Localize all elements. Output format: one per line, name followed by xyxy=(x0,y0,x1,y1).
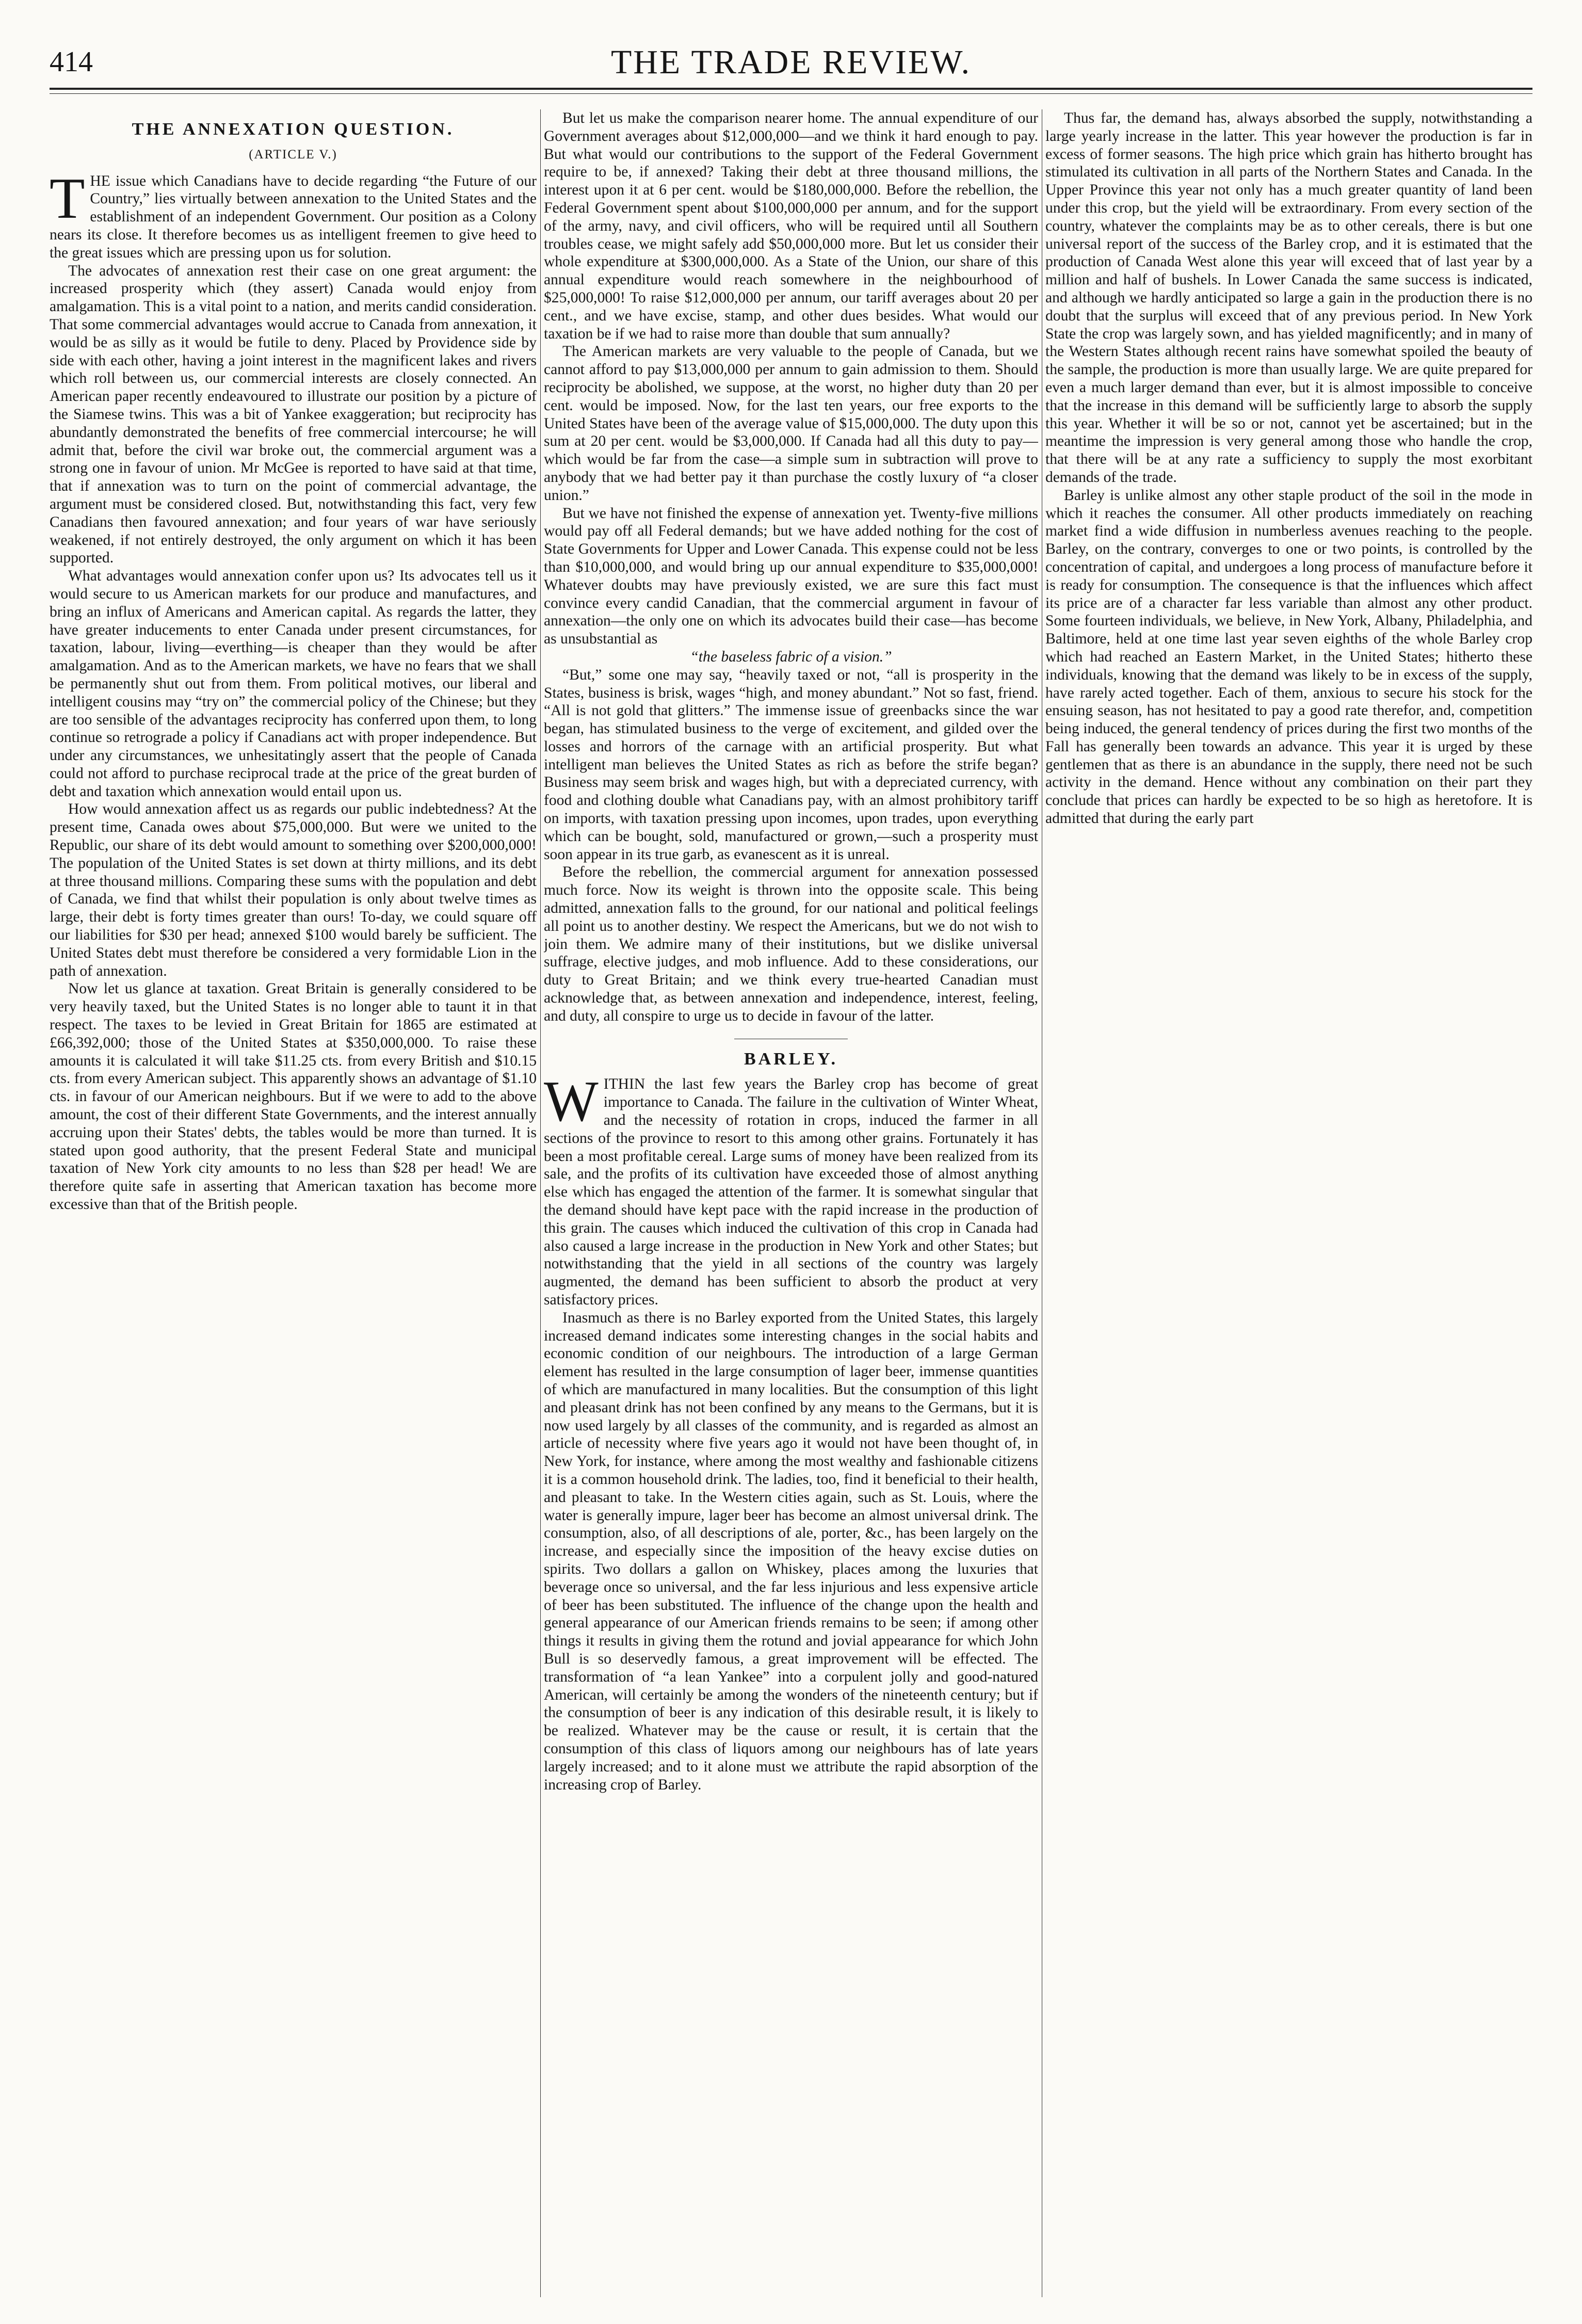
article-paragraph: Before the rebellion, the commercial argument for annexation possessed much force. Now its weight is thrown into the opposite scale. This being admitted, annexation falls to the ground, for our national and political feelings all point us to another destiny. We respect the Americans, but we do not wish to join them. We admire many of their institutions, but we dislike universal suffrage, elective judges, and mob influence. Add to these considerations, our duty to Great Britain; and we think every true-hearted Canadian must acknowledge that, as between annexation and independence, interest, feeling, and duty, all conspire to urge us to decide in favour of the latter. xyxy=(544,864,1038,1024)
column-divider xyxy=(540,109,541,2297)
paragraph-text: HE issue which Canadians have to decide regarding “the Future of our Country,” lies virtually between annexation to the United States and the establishment of an independent Government. Our position as a Colony nears its close. It therefore becomes us as intelligent freemen to give heed to the great issues which are pressing upon us for solution. xyxy=(50,172,537,261)
article-headline-annexation: THE ANNEXATION QUESTION. xyxy=(132,120,455,139)
header-rule xyxy=(50,88,1532,90)
article-paragraph: What advantages would annexation confer upon us? Its advocates tell us it would secure to us American markets for our produce and manufactures, and bring an influx of Americans and American capital. As regards the latter, they have greater inducements to enter Canada under present circumstances, for taxation, labour, living—everthing—is cheaper than they would be after amalgamation. And as to the American markets, we have no fears that we shall be permanently shut out from them. From political motives, our liberal and intelligent cousins may “try on” the commercial policy of the Chinese; but they are too sensible of the advantages reciprocity has conferred upon them, to long continue so retrograde a policy if Canadians act with proper independence. But under any circumstances, we unhesitatingly assert that the people of Canada could not afford to purchase reciprocal trade at the price of the great burden of debt and taxation which annexation would entail upon us. xyxy=(50,568,537,800)
article-paragraph: Now let us glance at taxation. Great Britain is generally considered to be very heavily taxed, but the United States is no longer able to taunt it in that respect. The taxes to be levied in Great Britain for 1865 are estimated at £66,392,000; those of the United States at $350,000,000. To raise these amounts it is calculated it will take $11.25 cts. from every British and $10.15 cts. from every American subject. This apparently shows an advantage of $1.10 cts. in favour of our American neighbours. But if we were to add to the above amount, the cost of their different State Governments, and the interest annually accruing upon their States' debts, the tables would be more than turned. It is stated upon good authority, that the present Federal State and municipal taxation of New York city amounts to no less than $28 per head! We are therefore quite safe in asserting that American taxation has become more excessive than that of the British people. xyxy=(50,980,537,1213)
article-paragraph xyxy=(50,166,537,262)
article-paragraph: Inasmuch as there is no Barley exported from the United States, this largely increased demand indicates some interesting changes in the social habits and economic condition of our neighbours. The introduction of a large German element has resulted in the large consumption of lager beer, immense quantities of which are manufactured in many localities. But the consumption of this light and pleasant drink has not been confined by any means to the Germans, but it is now used largely by all classes of the community, and is regarded as almost an article of necessity where five years ago it would not have been thought of, in New York, for instance, where among the most wealthy and fashionable citizens it is a common household drink. The ladies, too, find it beneficial to their health, and pleasant to take. In the Western cities again, such as St. Louis, where the water is generally impure, lager beer has become an almost universal drink. The consumption, also, of all descriptions of ale, porter, &c., has been largely on the increase, and especially since the imposition of the heavy excise duties on spirits. Two dollars a gallon on Whiskey, places among the luxuries that beverage once so universal, and the far less injurious and less expensive article of beer has been substituted. The influence of the change upon the health and general appearance of our American friends remains to be seen; if among other things it results in giving them the rotund and jovial appearance for which John Bull is so deservedly famous, a great improvement will be effected. The transformation of “a lean Yankee” into a corpulent jolly and good-natured American, will certainly be among the wonders of the nineteenth century; but if the consumption of beer is any indication of this desirable result, it is likely to be realized. Whatever may be the cause or result, it is certain that the consumption of this class of liquors among our neighbours has of late years largely increased; and to it alone must we attribute the rapid absorption of the increasing crop of Barley. xyxy=(544,1309,1038,1793)
page-number: 414 xyxy=(50,46,93,78)
journal-title: THE TRADE REVIEW. xyxy=(610,43,972,81)
column-1 xyxy=(50,109,537,2292)
article-paragraph xyxy=(544,1070,1038,1309)
article-paragraph: Thus far, the demand has, always absorbed the supply, notwithstanding a large yearly increase in the latter. This year however the production is far in excess of former seasons. The high price which grain has hitherto brought has stimulated its cultivation in all parts of the Northern States and Canada. In the Upper Province this year not only has a much greater quantity of land been under this crop, but the yield will be extraordinary. From every section of the country, whatever the complaints may be as to other cereals, there is but one universal report of the success of the Barley crop, and it is estimated that the production of Canada West alone this year will exceed that of last year by a million and half of bushels. In Lower Canada the same success is indicated, and although we hardly anticipated so large a gain in the production there is no doubt that the surplus will exceed that of any previous period. In New York State the crop was largely sown, and has yielded magnificently; and in many of the Western States although recent rains have somewhat spoiled the beauty of the sample, the production is more than usually large. We are quite prepared for even a much larger demand than ever, but it is almost impossible to conceive that the increase in this demand will be sufficiently large to absorb the supply this year. Whether it will be so or not, cannot yet be ascertained; but in the meantime the impression is very general among those who handle the crop, that there will be at any rate a sufficiency to supply the most exorbitant demands of the trade. xyxy=(1045,110,1532,486)
header-rule-thin xyxy=(50,93,1532,94)
article-paragraph: But let us make the comparison nearer home. The annual expenditure of our Government averages about $12,000,000—and we think it hard enough to pay. But what would our contributions to the support of the Federal Government require to be, if annexed? Taking their debt at three thousand millions, the interest upon it at 6 per cent. would be $180,000,000. Before the rebellion, the Federal Government spent about $100,000,000 per annum, and for the support of the army, navy, and civil officers, who will be required until all Southern troubles cease, we might safely add $50,000,000 more. But let us consider their whole expenditure at $300,000,000. As a State of the Union, our share of this annual expenditure would reach somewhere in the neighbourhood of $25,000,000! To raise $12,000,000 per annum, our tariff averages about 20 per cent., and we have excise, stamp, and other dues besides. What would our taxation be if we had to raise more than double that sum annually? xyxy=(544,110,1038,342)
article-paragraph: But we have not finished the expense of annexation yet. Twenty-five millions would pay off all Federal demands; but we have added nothing for the cost of State Governments for Upper and Lower Canada. This expense could not be less than $10,000,000, and would bring up our annual expenditure to $35,000,000! Whatever doubts may have previously existed, we are sure this fact must convince every candid Canadian, that the commercial argument in favour of annexation—the only one on which its advocates build their case—has become as unsubstantial as xyxy=(544,505,1038,648)
article-paragraph: The American markets are very valuable to the people of Canada, but we cannot afford to pay $13,000,000 per annum to gain admission to them. Should reciprocity be abolished, we suppose, at the worst, no higher duty than 20 per cent. would be imposed. Now, for the last ten years, our free exports to the United States have been of the average value of $15,000,000. The duty upon this sum at 20 per cent. would be $3,000,000. If Canada had all this duty to pay—which would be far from the case—a simple sum in subtraction will prove to anybody that we had better pay it than purchase the costly luxury of “a closer union.” xyxy=(544,343,1038,504)
article-paragraph: The advocates of annexation rest their case on one great argument: the increased prosperity which (they assert) Canada would enjoy from amalgamation. This is a vital point to a nation, and merits candid consideration. That some commercial advantages would accrue to Canada from annexation, it would be as silly as it would be futile to deny. Placed by Providence side by side with each other, having a joint interest in the magnificent lakes and rivers which roll between us, our commercial interests are closely connected. An American paper recently endeavoured to illustrate our position by a picture of the Siamese twins. This was a bit of Yankee exaggeration; but reciprocity has abundantly demonstrated the benefits of free commercial intercourse; he will admit that, before the civil war broke out, the commercial argument was a strong one in favour of union. Mr McGee is reported to have said at that time, that if annexation was to turn on the point of commercial advantage, the argument must be considered closed. But, notwithstanding this fact, very few Canadians then favoured annexation; and four years of war have seriously weakened, if not entirely destroyed, the only argument on which it has been supported. xyxy=(50,262,537,567)
dropcap: W xyxy=(544,1070,599,1134)
paragraph-text: ITHIN the last few years the Barley crop has become of great importance to Canada. The failure in the cultivation of Winter Wheat, and the necessity of rotation in crops, induced the farmer in all sections of the province to resort to this among other grains. Fortunately it has been a most profitable cereal. Large sums of money have been realized from its sale, and the profits of its cultivation have exceeded those of almost anything else which has engaged the attention of the farmer. It is somewhat singular that the demand should have kept pace with the rapid increase in the production of this grain. The causes which induced the cultivation of this crop in Canada had also caused a large increase in the production in New York and other States; but notwithstanding that the yield in all sections of the country was largely augmented, the demand has been sufficient to absorb the product at very satisfactory prices. xyxy=(544,1076,1038,1308)
column-2 xyxy=(544,109,1038,2292)
article-headline-barley: BARLEY. xyxy=(744,1049,838,1069)
column-3 xyxy=(1045,109,1532,2292)
article-paragraph: How would annexation affect us as regards our public indebtedness? At the present time, Canada owes about $75,000,000. But were we united to the Republic, our share of its debt would amount to something over $200,000,000! The population of the United States is set down at thirty millions, and its debt at three thousand millions. Comparing these sums with the population and debt of Canada, we find that whilst their population is only about twelve times as large, their debt is forty times greater than ours! To-day, we could square off our liabilities for $30 per head; annexed $100 would barely be sufficient. The United States debt must therefore be considered a very formidable Lion in the path of annexation. xyxy=(50,801,537,979)
article-paragraph: “But,” some one may say, “heavily taxed or not, “all is prosperity in the States, business is brisk, wages “high, and money abundant.” Not so fast, friend. “All is not gold that glitters.” The immense issue of greenbacks since the war began, has stimulated business to the verge of excitement, and gilded over the losses and horrors of the carnage with an artificial prosperity. But what intelligent man believes the United States as rich as before the strife began? Business may seem brisk and wages high, but with a depreciated currency, with food and clothing double what Canadians pay, with an almost prohibitory tariff on imports, with taxation pressing upon incomes, upon trades, upon everything which can be bought, sold, manufactured or grown,—such a prosperity must soon appear in its true garb, as evanescent as it is unreal. xyxy=(544,666,1038,863)
dropcap: T xyxy=(50,166,85,231)
article-paragraph: Barley is unlike almost any other staple product of the soil in the mode in which it reaches the consumer. All other products immediately on reaching market find a wide diffusion in numberless avenues reaching to the people. Barley, on the contrary, converges to one or two points, is controlled by the concentration of capital, and undergoes a long process of manufacture before it is ready for consumption. The consequence is that the influences which affect its price are of a character far less variable than almost any other product. Some fourteen individuals, we believe, in New York, Albany, Philadelphia, and Baltimore, held at one time last year seven eighths of the whole Barley crop which had reached an Eastern Market, in the United States; hitherto these individuals, knowing that the demand was likely to be in excess of the supply, have rarely acted together. Each of them, anxious to secure his stock for the ensuing season, has not hesitated to pay a good rate therefor, and, competition being induced, the general tendency of prices during the first two months of the Fall has generally been towards an advance. This year it is urged by these gentlemen that as there is an abundance in the supply, there need not be such activity in the demand. Hence without any combination on their part they conclude that prices can hardly be expected to be so high as heretofore. It is admitted that during the early part xyxy=(1045,487,1532,827)
article-subhead: (ARTICLE V.) xyxy=(249,147,337,162)
quotation: “the baseless fabric of a vision.” xyxy=(690,648,892,665)
